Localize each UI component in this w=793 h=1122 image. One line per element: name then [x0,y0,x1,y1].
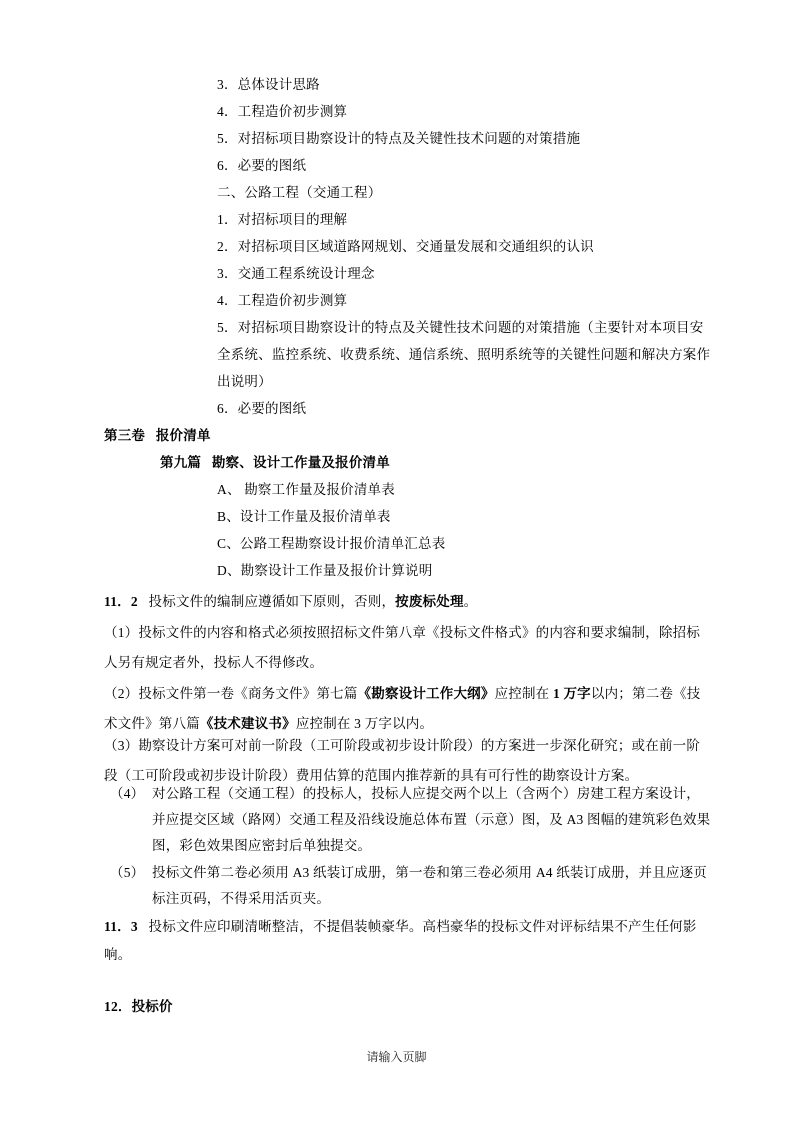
list-item: 3．交通工程系统设计理念 [217,266,375,281]
paragraph-5-line-2: 标注页码，不得采用活页夹。 [152,891,331,906]
chapter-heading [160,454,390,472]
chapter-label: 第九篇 [160,455,202,470]
paragraph-2-line-2 [104,715,433,733]
page-footer[interactable]: 请输入页脚 [366,1050,427,1064]
clause-end: 。 [463,594,478,609]
list-item: 5．对招标项目勘察设计的特点及关键性技术问题的对策措施（主要针对本项目安 [217,320,704,335]
chapter-title: 勘察、设计工作量及报价清单 [211,455,390,470]
list-item: 6．必要的图纸 [217,401,307,416]
volume-title: 报价清单 [155,428,211,443]
clause-11-3 [104,918,697,936]
text-run: 以内；第二卷《技 [590,686,701,701]
clause-emphasis: 按废标处理 [395,594,464,609]
paragraph-5-line-1: 投标文件第二卷必须用 A3 纸装订成册，第一卷和第三卷必须用 A4 纸装订成册，并且应逐页 [152,865,707,880]
list-item: D、勘察设计工作量及报价计算说明 [217,563,433,578]
paragraph-2-line-1 [104,685,701,703]
clause-11-2 [104,593,477,611]
list-item-continuation: 全系统、监控系统、收费系统、通信系统、照明系统等的关键性问题和解决方案作 [217,347,711,362]
volume-heading [104,427,211,445]
text-run: 术文件》第八篇 [104,716,200,731]
clause-number: 11．2 [104,594,138,609]
paragraph-5-number: （5） [110,865,145,880]
list-item: 4．工程造价初步测算 [217,293,348,308]
clause-12-heading: 12．投标价 [104,999,173,1014]
paragraph-4-line-3: 图，彩色效果图应密封后单独提交。 [152,838,372,853]
text-run: （2）投标文件第一卷《商务文件》第七篇 [104,686,358,701]
paragraph-4-line-1: 对公路工程（交通工程）的投标人，投标人应提交两个以上（含两个）房建工程方案设计， [152,786,700,801]
clause-11-3-continuation: 响。 [104,947,132,962]
paragraph-3-line-1: （3）勘察设计方案可对前一阶段（工可阶段或初步设计阶段）的方案进一步深化研究；或在前一阶 [104,738,701,753]
list-item: 2．对招标项目区域道路网规划、交通量发展和交通组织的认识 [217,239,594,254]
clause-number: 11．3 [104,919,138,934]
list-item-continuation: 出说明） [217,374,272,389]
bold-text-run: 《勘察设计工作大纲》 [357,686,495,701]
paragraph-1-line-1: （1）投标文件的内容和格式必须按照招标文件第八章《投标文件格式》的内容和要求编制，除招标 [104,625,701,640]
list-item: 4．工程造价初步测算 [217,104,348,119]
list-item: A、 勘察工作量及报价清单表 [217,482,395,497]
list-item: 5．对招标项目勘察设计的特点及关键性技术问题的对策措施 [217,131,581,146]
paragraph-1-line-2: 人另有规定者外，投标人不得修改。 [104,655,324,670]
clause-text: 投标文件应印刷清晰整洁，不提倡装帧豪华。高档豪华的投标文件对评标结果不产生任何影 [148,919,697,934]
list-item: B、设计工作量及报价清单表 [217,509,391,524]
section-heading-highway: 二、公路工程（交通工程） [217,185,382,200]
paragraph-4-line-2: 并应提交区域（路网）交通工程及沿线设施总体布置（示意）图，及 A3 图幅的建筑彩色效果 [152,812,711,827]
bold-text-run: 1 万字 [552,686,591,701]
volume-label: 第三卷 [104,428,146,443]
list-item: C、公路工程勘察设计报价清单汇总表 [217,536,446,551]
list-item: 1．对招标项目的理解 [217,212,348,227]
text-run: 应控制在 [494,686,550,701]
text-run: 应控制在 3 万字以内。 [295,716,434,731]
clause-text: 投标文件的编制应遵循如下原则，否则， [148,594,396,609]
paragraph-3-line-2: 段（工可阶段或初步设计阶段）费用估算的范围内推荐新的具有可行性的勘察设计方案。 [104,768,639,783]
list-item: 3．总体设计思路 [217,77,320,92]
paragraph-4-number: （4） [110,786,145,801]
list-item: 6．必要的图纸 [217,158,307,173]
bold-text-run: 《技术建议书》 [199,716,296,731]
